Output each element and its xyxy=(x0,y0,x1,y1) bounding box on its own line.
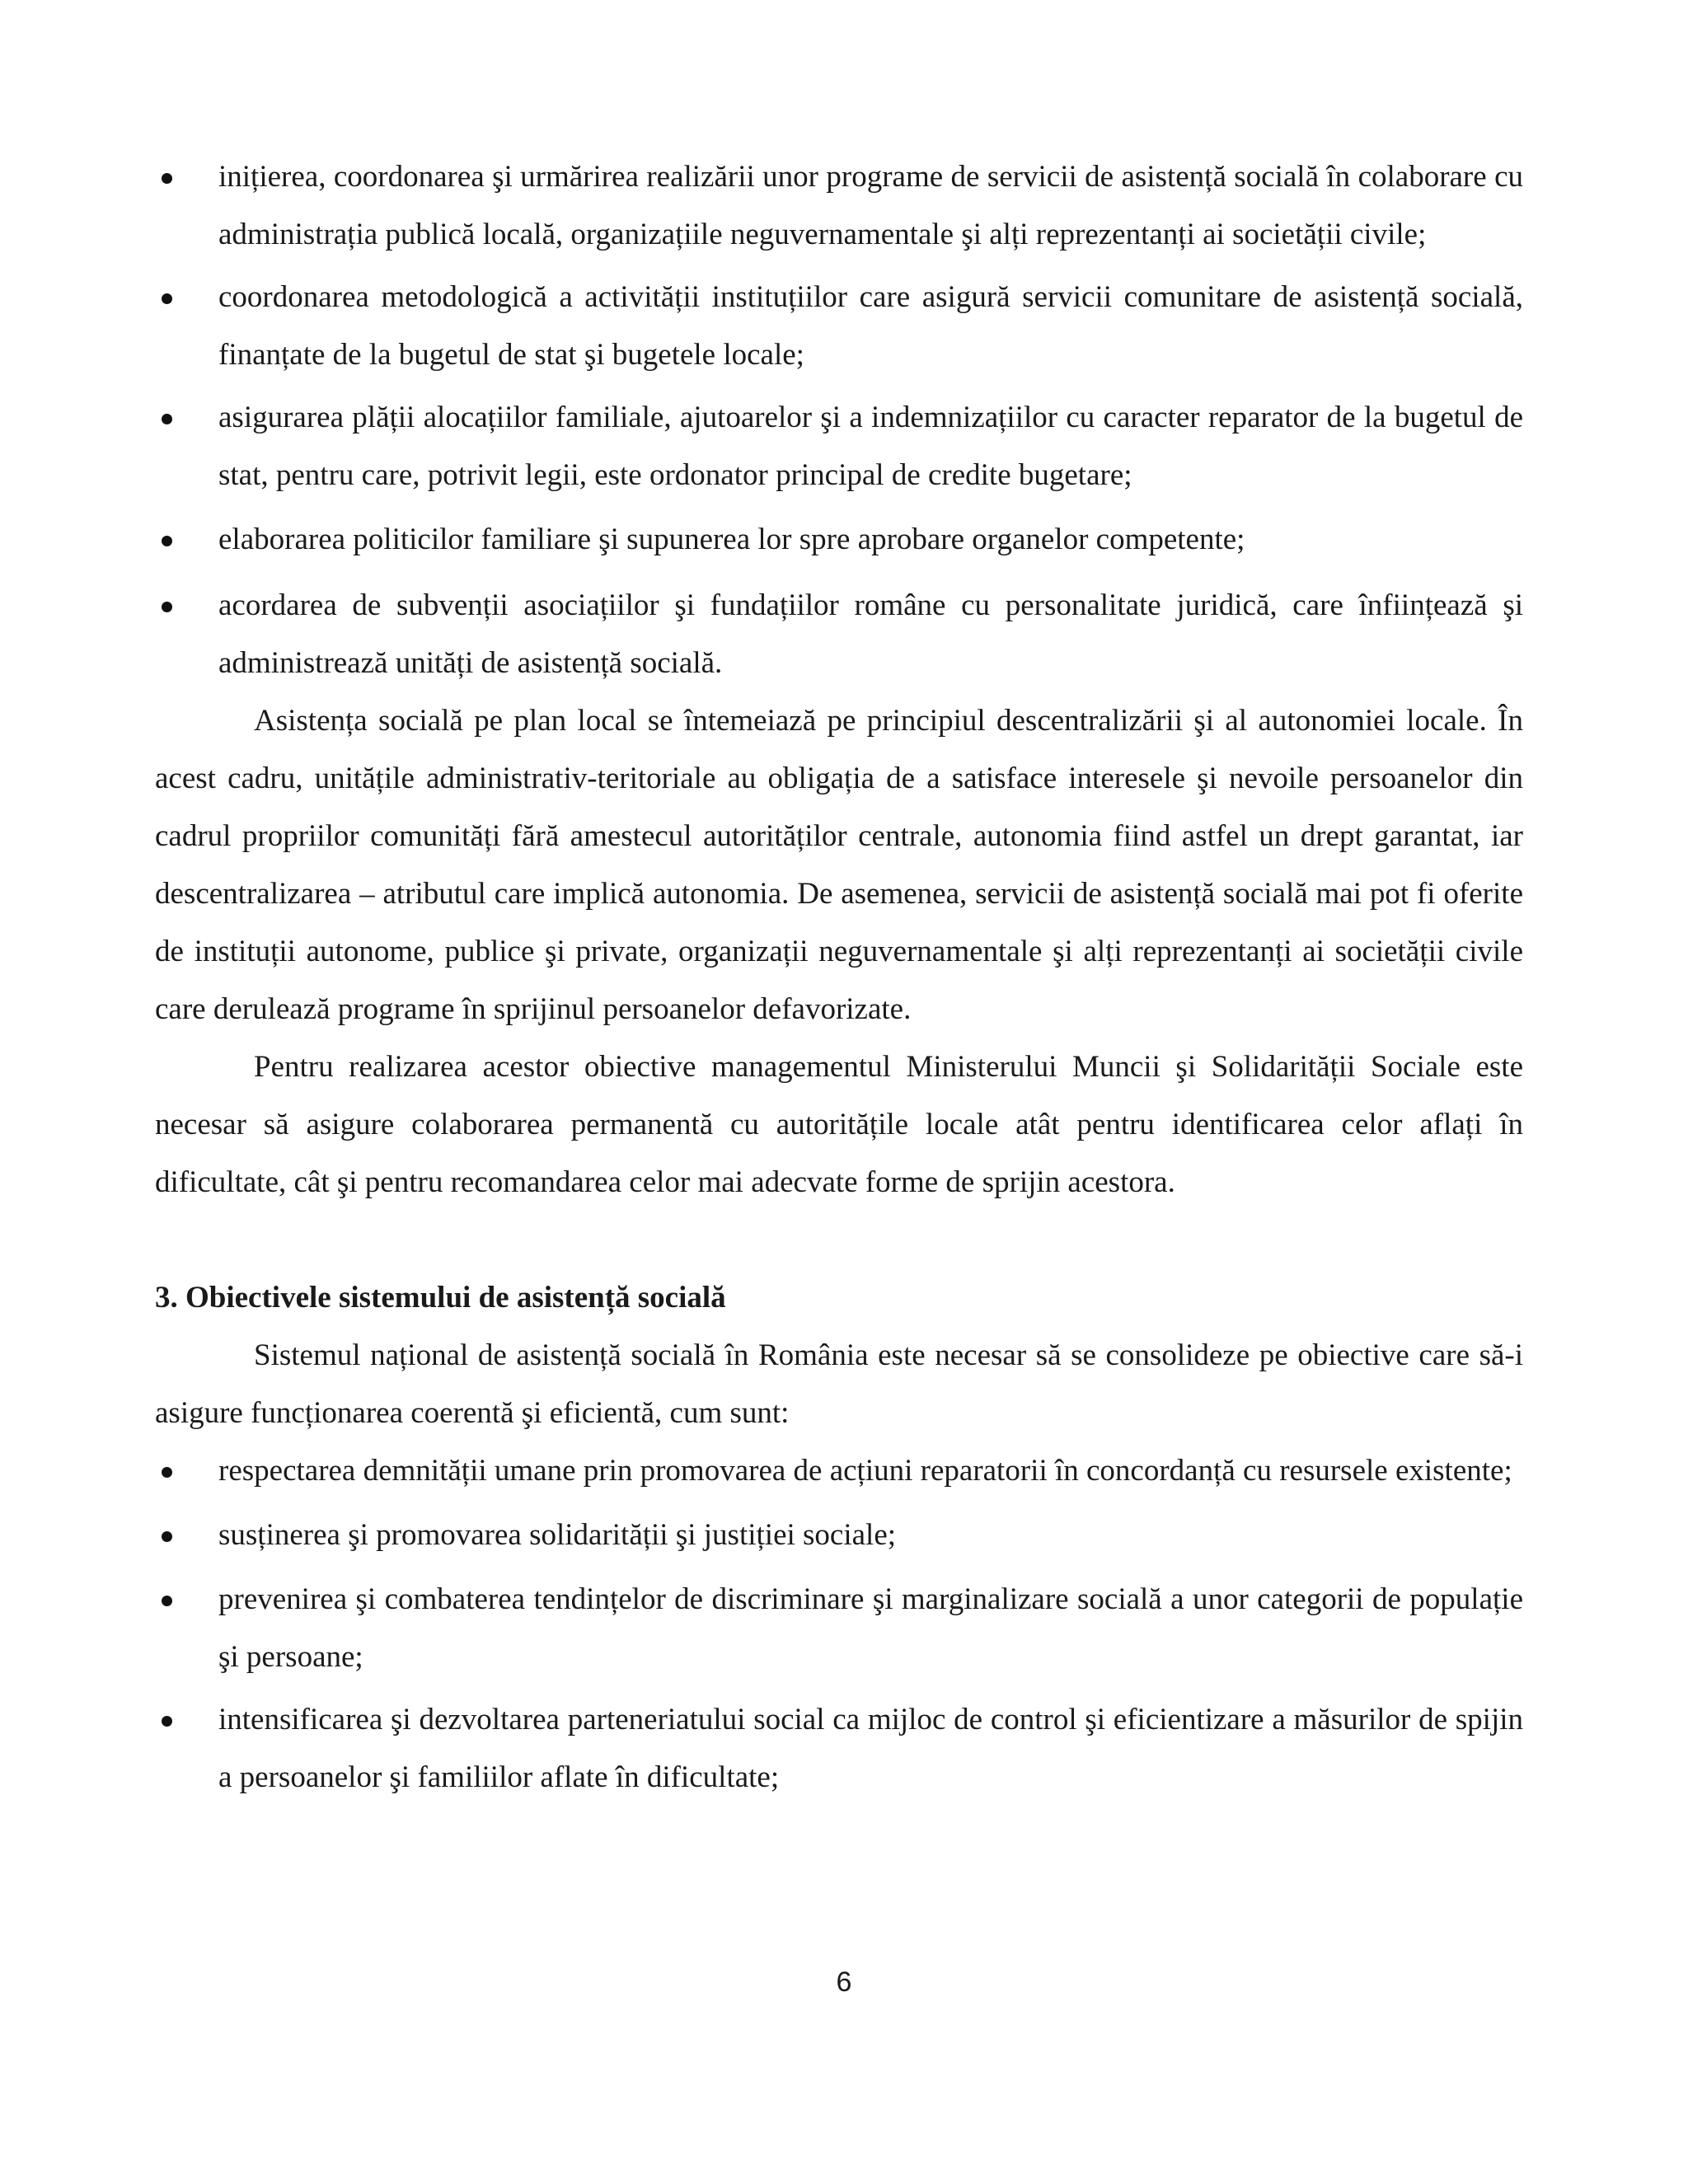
list-item xyxy=(155,1442,1523,1500)
bullet-icon xyxy=(162,414,172,424)
list-item-text: acordarea de subvenții asociațiilor şi fundațiilor române cu personalitate juridică, care înființează şi administrează unități de asistență socială. xyxy=(218,588,1523,680)
list-item-text: elaborarea politicilor familiare şi supunerea lor spre aprobare organelor competente; xyxy=(218,523,1245,556)
page-content xyxy=(155,148,1523,1807)
paragraph-local-social-assistance: Asistența socială pe plan local se întemeiază pe principiul descentralizării şi al autonomiei locale. În acest cadru, unitățile administrativ-teritoriale au obligația de a satisface interesele şi nevoile persoanelor din cadrul propriilor comunități fără amestecul autorităților centrale, autonomia fiind astfel un drept garantat, iar descentralizarea – atributul care implică autonomia. De asemenea, servicii de asistență socială mai pot fi oferite de instituții autonome, publice şi private, organizații neguvernamentale şi alți reprezentanți ai societății civile care derulează programe în sprijinul persoanelor defavorizate. xyxy=(155,704,1523,1026)
bullet-icon xyxy=(162,293,172,304)
bullet-icon xyxy=(162,1467,172,1478)
bullet-list-bottom xyxy=(155,1442,1523,1807)
bullet-icon xyxy=(162,536,172,546)
list-item xyxy=(155,148,1523,264)
list-item-text: intensificarea şi dezvoltarea parteneriatului social ca mijloc de control şi eficientizare a măsurilor de spijin a persoanelor şi familiilor aflate în dificultate; xyxy=(218,1703,1523,1794)
list-item xyxy=(155,577,1523,692)
page-number: 6 xyxy=(836,1966,852,1998)
list-item xyxy=(155,1571,1523,1686)
list-item xyxy=(155,1691,1523,1807)
list-item-text: respectarea demnității umane prin promovarea de acțiuni reparatorii în concordanță cu resursele existente; xyxy=(218,1454,1512,1488)
bullet-icon xyxy=(162,1531,172,1542)
list-item xyxy=(155,511,1523,569)
list-item-text: susținerea şi promovarea solidarității şi justiției sociale; xyxy=(218,1518,897,1552)
list-item xyxy=(155,1507,1523,1564)
list-item xyxy=(155,269,1523,384)
bullet-icon xyxy=(162,173,172,184)
bullet-list-top xyxy=(155,148,1523,692)
section-heading: 3. Obiectivele sistemului de asistență socială xyxy=(155,1281,726,1315)
bullet-icon xyxy=(162,602,172,612)
list-item xyxy=(155,389,1523,504)
list-item-text: asigurarea plății alocațiilor familiale, ajutoarelor şi a indemnizațiilor cu caracter reparator de la bugetul de stat, pentru care, potrivit legii, este ordonator principal de credite bugetare; xyxy=(218,401,1523,492)
list-item-text: coordonarea metodologică a activității instituțiilor care asigură servicii comunitare de asistență socială, finanțate de la bugetul de stat şi bugetele locale; xyxy=(218,280,1523,372)
list-item-text: prevenirea şi combaterea tendințelor de discriminare şi marginalizare socială a unor categorii de populație şi persoane; xyxy=(218,1582,1523,1674)
paragraph-national-system: Sistemul național de asistență socială în România este necesar să se consolideze pe obiective care să-i asigure funcționarea coerentă şi eficientă, cum sunt: xyxy=(155,1338,1523,1430)
list-item-text: inițierea, coordonarea şi urmărirea realizării unor programe de servicii de asistență socială în colaborare cu administrația publică locală, organizațiile neguvernamentale şi alți reprezentanți ai societății civile; xyxy=(218,160,1523,251)
bullet-icon xyxy=(162,1596,172,1606)
bullet-icon xyxy=(162,1716,172,1727)
paragraph-ministry-objectives: Pentru realizarea acestor obiective managementul Ministerului Muncii şi Solidarității Sociale este necesar să asigure colaborarea permanentă cu autoritățile locale atât pentru identificarea celor aflați în dificultate, cât şi pentru recomandarea celor mai adecvate forme de sprijin acestora. xyxy=(155,1050,1523,1199)
